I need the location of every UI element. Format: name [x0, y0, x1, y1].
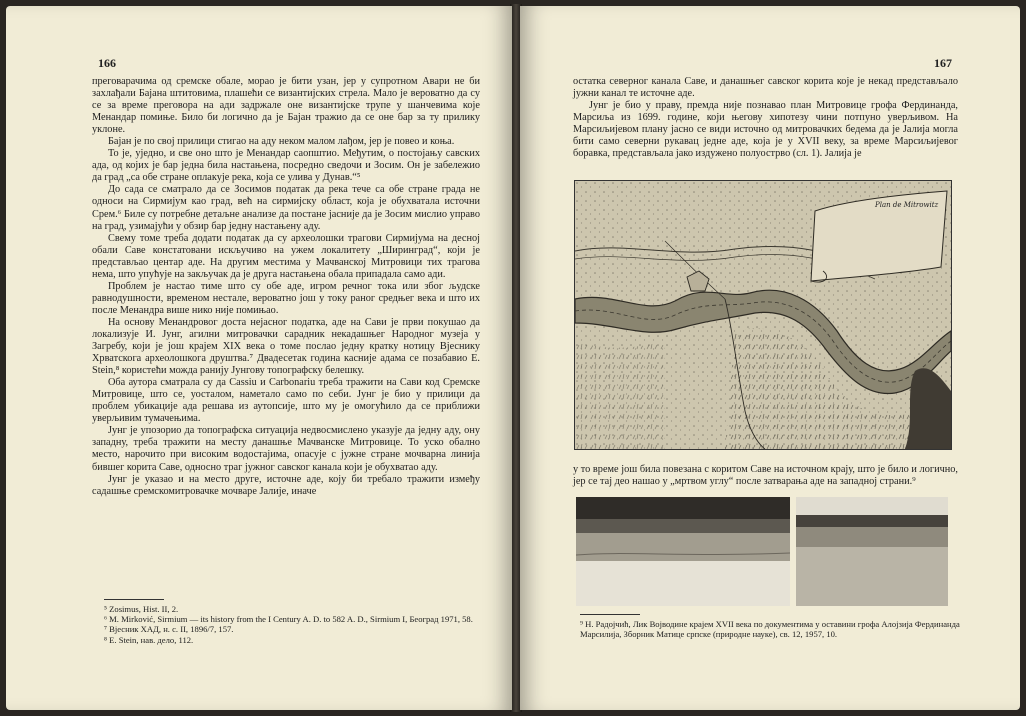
footnotes [104, 604, 474, 645]
body-text [92, 76, 480, 498]
map-illustration [575, 181, 951, 449]
map-banner-label: Plan de Mitrowitz [875, 201, 939, 209]
footnotes [580, 619, 960, 639]
footnote: ⁶ M. Mirković, Sirmium — its history from the I Century A. D. to 582 A. D., Sirmium I, Београд 1971, 58. [104, 614, 473, 625]
footnote: ⁹ Н. Радојчић, Лик Војводине крајем XVII века по документима у оставини грофа Алојзија Фердинанда Марсилија, Зборник Матице српске (природне науке), св. 12, 1957, 10. [580, 619, 960, 640]
right-page [520, 6, 1020, 710]
paragraph: То је, уједно, и све оно што је Менандар саопштио. Међутим, о постојању савских ада, од којих је бар једна била настањена, посредно сведочи и Зосим. Он је забележио да град „са обе стране оплакује река, која се улива у Дунав.“⁵ [92, 148, 480, 184]
footnote: ⁵ Zosimus, Hist. II, 2. [104, 604, 179, 614]
paragraph: Јунг је био у праву, премда није познавао план Митровице грофа Фердинанда, Марсиља из 1699. године, који његову хипотезу чини потпуно уверљивом. На Марсиљијевом плану јасно се види источно од митровачких бедема да је Јалија могла бити само северни рукавац једне аде, која је у XVII веку, за време Марсиљијевог боравка, представљала јако издужено полуострво (сл. 1). Јалија је [573, 100, 958, 160]
paragraph: Бајан је по свој прилици стигао на аду неком малом лађом, јер је повео и коња. [108, 136, 455, 148]
paragraph: Јунг је указао и на место друге, источне аде, коју би требало тражити између садашње сремскомитровачке мочваре Јалије, иначе [92, 473, 480, 497]
paragraph: у то време још била повезана с коритом Саве на источном крају, што је било и логично, јер се тај део нашао у „мртвом углу“ после затварања аде на западној страни.⁹ [573, 464, 958, 488]
footnote-rule [580, 614, 640, 615]
river-photo-illustration [796, 497, 948, 606]
paragraph: остатка северног канала Саве, и данашњег савског корита које је некад представљало јужни канал те источне аде. [573, 76, 958, 100]
paragraph: преговарачима од сремске обале, морао је бити узан, јер у супротном Авари не би захлађали Бајана штитовима, плашећи се византијских стрела. Мало је вероватно да су се за време преговора на ади задржале оне византијске трупе у шанчевима које Менандар помиње. Било би логично да је Бајан тражио да се оне бар за ту прилику уклоне. [92, 76, 480, 136]
river-photo-right [796, 497, 948, 606]
footnote: ⁷ Вјесник ХАД, н. с. II, 1896/7, 157. [104, 624, 234, 635]
river-photo-left [576, 497, 790, 606]
footnote-rule [104, 599, 164, 600]
paragraph: До сада се сматрало да се Зосимов податак да река тече са обе стране града не односи на Сирмијум као град, већ на сирмијску област, која је обухватала источни Срем.⁶ Биле су потребне детаљне анализе да постане јасније да је Зосим мислио управо на град, узимајући у обзир бар једну настањену аду. [92, 184, 480, 232]
paragraph: Свему томе треба додати податак да су археолошки трагови Сирмијума на десној обали Саве констатовани искључиво на ужем локалитету „Ширинград“, који је представљао центар аде. На другим местима у Мачванској Митровици тих трагова нема, што упућује на закључак да је друга настањена обала припадала само ади. [92, 232, 480, 280]
left-page [6, 6, 512, 710]
figure-continuation-text [573, 464, 958, 488]
paragraph: Проблем је настао тиме што су обе аде, игром речног тока или због људске равнодушности, временом нестале, вероватно још у току раног средњег века и што их после Менандра више нико није помињао. [92, 280, 480, 316]
paragraph: Јунг је упозорио да топографска ситуација недвосмислено указује да једну аду, ону западну, треба тражити на месту данашње Мачванске Митровице. То уско обално место, нарочито при високим водостајима, опасује с јужне стране мочварна линија бившег корита Саве, односно траг јужног савског канала који је обухватао аду. [92, 425, 480, 473]
page-number: 166 [98, 56, 116, 70]
river-photo-illustration [576, 497, 790, 606]
footnote: ⁸ E. Stein, нав. дело, 112. [104, 634, 194, 645]
paragraph: Оба аутора сматрала су да Cassiu и Carbonariu треба тражити на Сави код Сремске Митровице, што се, уосталом, наметало само по себи. Јунг је био у прилици да проблем убикације ада решава из аутопсије, што му је омогућило да се приближи уверљивим тумачењима. [92, 377, 480, 425]
page-number: 167 [934, 56, 952, 70]
body-text [573, 76, 958, 160]
paragraph: На основу Менандровог доста нејасног податка, аде на Сави је први покушао да локализује И. Јунг, агилни митровачки сарадник некадашњег Народног музеја у Загребу, који је још крајем XIX века о томе послао једну кратку нотицу Вјеснику Хрватскога археолошкога друштва.⁷ Двадесетак година касније адама се позабавио E. Stein,⁸ користећи можда ранију Јунгову топографску белешку. [92, 316, 480, 377]
marsigli-map-figure [574, 180, 952, 450]
